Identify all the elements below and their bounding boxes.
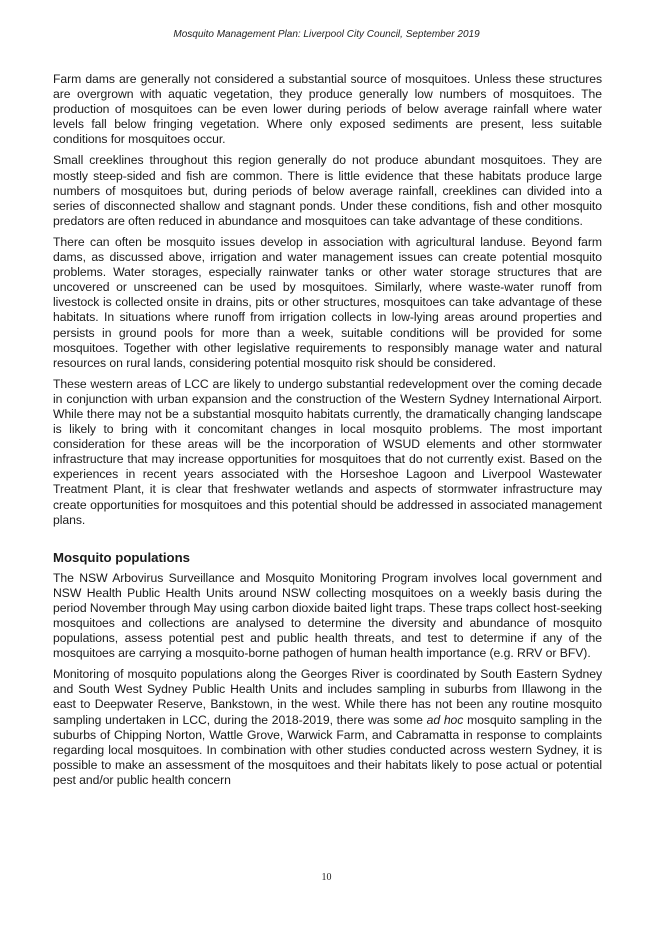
- body-text: [53, 72, 602, 794]
- page-number: 10: [321, 872, 332, 883]
- paragraph-text-after-italic: mosquito sampling in the suburbs of Chipping Norton, Wattle Grove, Warwick Farm, and Cabramatta in response to complaints regarding local mosquitoes. In combination with other studies conducted across western Sydney, it is possible to make an assessment of the mosquitoes and their habitats likely to pose actual or potential pest and/or public health concern: [53, 712, 602, 787]
- section-heading: Mosquito populations: [53, 549, 190, 565]
- running-header: Mosquito Management Plan: Liverpool City Council, September 2019: [173, 29, 480, 40]
- paragraph-surveillance-program: The NSW Arbovirus Surveillance and Mosquito Monitoring Program involves local government and NSW Health Public Health Units around NSW collecting mosquitoes on a weekly basis during the period November through May using carbon dioxide baited light traps. These traps collect host-seeking mosquitoes and collections are analysed to determine the diversity and abundance of mosquito populations, assess potential pest and public health threats, and test to determine if any of the mosquitoes are carrying a mosquito-borne pathogen of human health importance (e.g. RRV or BFV).: [53, 570, 602, 661]
- paragraph-farm-dams: Farm dams are generally not considered a substantial source of mosquitoes. Unless these structures are overgrown with aquatic vegetation, they produce generally low numbers of mosquitoes. The production of mosquitoes can be even lower during periods of below average rainfall where water levels fall below fringing vegetation. Where only exposed sediments are present, less suitable conditions for mosquitoes occur.: [53, 72, 602, 147]
- italic-term: ad hoc: [426, 712, 464, 727]
- paragraph-western-redevelopment: These western areas of LCC are likely to undergo substantial redevelopment over the coming decade in conjunction with urban expansion and the construction of the Western Sydney International Airport. While there may not be a substantial mosquito habitats currently, the dramatically changing landscape is likely to bring with it concomitant changes in local mosquito problems. The most important consideration for these areas will be the incorporation of WSUD elements and other stormwater infrastructure that may increase opportunities for mosquitoes that do not currently exist. Based on the experiences in recent years associated with the Horseshoe Lagoon and Liverpool Wastewater Treatment Plant, it is clear that freshwater wetlands and aspects of stormwater infrastructure may create opportunities for mosquitoes and this potential should be addressed in associated management plans.: [53, 376, 602, 527]
- paragraph-text-before-italic: Monitoring of mosquito populations along the Georges River is coordinated by South Eastern Sydney and South West Sydney Public Health Units and includes sampling in suburbs from Illawong in the east to Deepwater Reserve, Bankstown, in the west. While there has not been any routine mosquito sampling undertaken in LCC, during the 2018-2019, there was some: [53, 667, 602, 727]
- paragraph-creeklines: Small creeklines throughout this region generally do not produce abundant mosquitoes. They are mostly steep-sided and fish are common. There is little evidence that these habitats produce large numbers of mosquitoes but, during periods of below average rainfall, creeklines can divided into a series of disconnected shallow and stagnant ponds. Under these conditions, fish and other mosquito predators are often reduced in abundance and mosquitoes can take advantage of these conditions.: [53, 153, 602, 228]
- paragraph-georges-river-monitoring: [53, 667, 602, 788]
- paragraph-agricultural-landuse: There can often be mosquito issues develop in association with agricultural landuse. Beyond farm dams, as discussed above, irrigation and water management issues can create potential mosquito problems. Water storages, especially rainwater tanks or other water storage structures that are uncovered or unscreened can be used by mosquitoes. Similarly, where waste-water runoff from livestock is collected onsite in drains, pits or other structures, mosquitoes can take advantage of these habitats. In situations where runoff from irrigation collects in low-lying areas around properties and persists in ground pools for more than a week, suitable conditions will be provided for some mosquitoes. Together with other legislative requirements to responsibly manage water and natural resources on rural lands, considering potential mosquito risk should be considered.: [53, 234, 602, 370]
